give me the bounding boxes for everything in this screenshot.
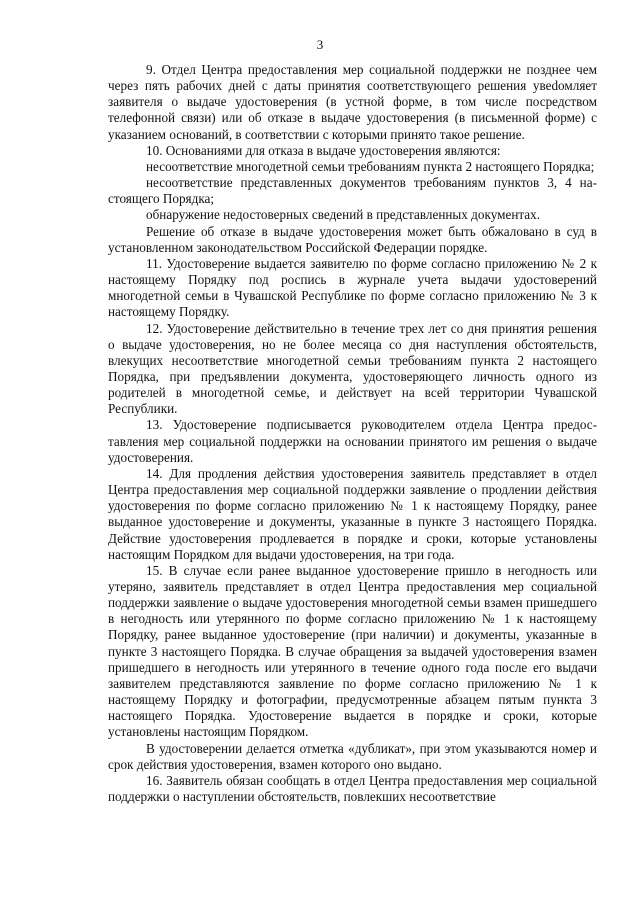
paragraph-14: 14. Для продления действия удостоверения заявитель представляет в отдел Центра предоставления мер социальной поддержки заявление о продлении действия удостоверения по форме согласно приложению № 1 к настоящему Порядку, ранее выданное удостоверение и документы, указанные в пункте 3 настоящего Порядка. Действие удостоверения продлевается в порядке и сроки, которые установлены настоящим Порядком для выдачи удостоверения, на три года.	[108, 465, 597, 562]
paragraph-9: 9. Отдел Центра предоставления мер социальной поддержки не позднее чем через пять рабочих дней с даты принятия соответствующего решения увеdомляет заявителя о выдаче удостоверения (в устной форме, в том числе посредством телефонной связи) или об отказе в выдаче удостоверения (в письменной форме) с указанием оснований, в соответствии с которыми принято такое решение.	[108, 62, 597, 142]
paragraph-11: 11. Удостоверение выдается заявителю по форме согласно приложению № 2 к настоящему Порядку под роспись в журнале учета выдачи удостоверений многодетной семьи в Чувашской Республике по форме согласно приложению № 3 к настоящему Порядку.	[108, 255, 597, 320]
document-body	[108, 62, 597, 805]
paragraph-16: 16. Заявитель обязан сообщать в отдел Центра предоставления мер социальной поддержки о наступлении обстоятельств, повлекших несоответствие	[108, 772, 597, 805]
refusal-ground-3: обнаружение недостоверных сведений в представленных документах.	[146, 207, 541, 223]
refusal-ground-1: несоответствие многодетной семьи требованиям пункта 2 настоящего Порядка;	[146, 158, 595, 174]
page-number: 3	[316, 37, 324, 52]
paragraph-13: 13. Удостоверение подписывается руководителем отдела Центра предоставления мер социальной поддержки на основании принятого им решения о выдаче удостоверения.	[108, 417, 597, 465]
paragraph-15: 15. В случае если ранее выданное удостоверение пришло в негодность или утеряно, заявитель представляет в отдел Центра предоставления мер социальной поддержки заявление о выдаче удостоверения многодетной семьи взамен пришедшего в негодность или утерянного по форме согласно приложению № 1 к настоящему Порядку, ранее выданное удостоверение (при наличии) и документы, указанные в пункте 3 настоящего Порядка. В случае обращения за выдачей удостоверения взамен пришедшего в негодность или утерянного в течение одного года после его выдачи заявителем представляются заявление по форме согласно приложению № 1 к настоящему Порядку и фотографии, предусмотренные абзацем пятым пункта 3 настоящего Порядка. Удостоверение выдается в порядке и сроки, которые установлены настоящим Порядком.	[108, 562, 597, 740]
paragraph-12: 12. Удостоверение действительно в течение трех лет со дня принятия решения о выдаче удостоверения, но не более месяца со дня наступления обстоятельств, влекущих несоответствие многодетной семьи требованиям пункта 2 настоящего Порядка, при предъявлении документа, удостоверяющего личность одного из родителей в многодетной семье, и действует на всей территории Чувашской Республики.	[108, 320, 597, 417]
refusal-ground-2: несоответствие представленных документов требованиям пунктов 3, 4 настоящего Порядка;	[108, 175, 597, 207]
duplicate-mark-paragraph: В удостоверении делается отметка «дубликат», при этом указываются номер и срок действия удостоверения, взамен которого оно выдано.	[108, 740, 597, 772]
paragraph-10: 10. Основаниями для отказа в выдаче удостоверения являются:	[146, 142, 501, 158]
appeal-paragraph: Решение об отказе в выдаче удостоверения может быть обжаловано в суд в установленном законодательством Российской Федерации порядке.	[108, 223, 597, 255]
